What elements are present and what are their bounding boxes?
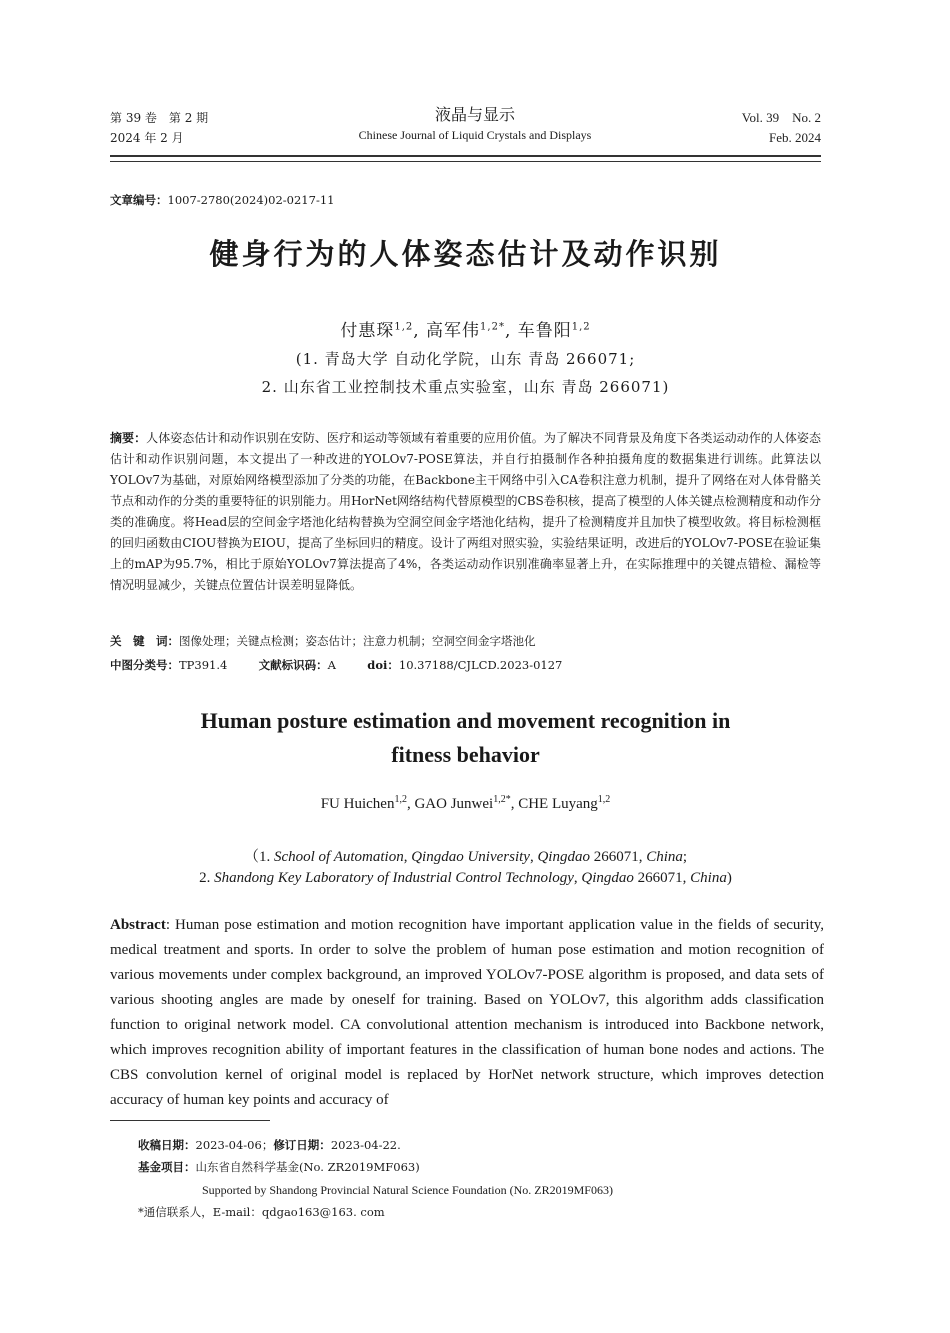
affiliation-en-2-prefix: 2. (199, 870, 215, 886)
author-3-en: CHE Luyang (518, 796, 598, 812)
abstract-en-label: Abstract (110, 917, 166, 933)
author-3-en-sup: 1,2 (597, 794, 611, 805)
author-2-cn: 高军伟 (426, 321, 481, 341)
author-1-en: FU Huichen (320, 796, 395, 812)
author-2-cn-sup: 1,2* (480, 321, 505, 333)
keywords-cn-value: 图像处理；关键点检测；姿态估计；注意力机制；空洞空间金字塔池化 (179, 634, 536, 648)
authors-en: FU Huichen$^{1,2}$, GAO Junwei$^{1,2*}$, CHE Luyang$^{1,2}$ (320, 794, 611, 812)
keywords-cn-label: 关 键 词： (110, 634, 179, 648)
date-cn: 2024 年 2 月 (110, 131, 184, 145)
doc-code-value: A (327, 658, 336, 672)
footnote-dates: 收稿日期：2023-04-06；修订日期：2023-04-22. (138, 1138, 401, 1152)
header-rule-thin (110, 161, 821, 162)
authors-cn: 付惠琛$^{1,2}$, 高军伟$^{1,2*}$, 车鲁阳$^{1,2}$ (340, 321, 591, 341)
author-2-en-sup: 1,2* (493, 794, 511, 805)
fund-value: 山东省自然科学基金(No. ZR2019MF063) (195, 1160, 420, 1174)
classification-line (110, 657, 821, 673)
affiliation-en-2-country: China (690, 870, 727, 886)
affiliation-en-1-country: China (646, 849, 683, 865)
article-number (110, 192, 334, 208)
abstract-en: Abstract: Human pose estimation and motion recognition have important application value in the fields of security, medical treatment and sports. In order to solve the problem of human pose estimation and motion recognition of various movements under complex background, an improved YOLOv7-POSE algorithm is proposed, and data sets of various shooting angles are made by oneself for training. Based on YOLOv7, this algorithm adds classification function to original network model. CA convolutional attention mechanism is introduced into Backbone network, which improves recognition ability of important features in the classification of human bone nodes and actions. The CBS convolution kernel of original model is replaced by HorNet network structure, which improves detection accuracy of human key points and accuracy of (110, 917, 825, 1108)
affiliation-en-1-zip: 266071 (593, 849, 639, 865)
received-value: 2023-04-06 (195, 1138, 262, 1152)
clc-label: 中图分类号： (110, 658, 179, 672)
footnote-corresponding: *通信联系人，E-mail：qdgao163@163. com (138, 1205, 385, 1219)
journal-name-cn: 液晶与显示 (434, 105, 515, 124)
affiliation-en-1-city: Qingdao (537, 849, 590, 865)
journal-name (300, 104, 650, 144)
title-cn: 健身行为的人体姿态估计及动作识别 (209, 237, 722, 271)
abstract-cn-text: 人体姿态估计和动作识别在安防、医疗和运动等领域有着重要的应用价值。为了解决不同背景及角度下各类运动动作的人体姿态估计和动作识别问题，本文提出了一种改进的YOLOv7-POSE算法，并自行拍摄制作各种拍摄角度的数据集进行训练。此算法以YOLOv7为基础，对原始网络模型添加了分类的功能，在Backbone主干网络中引入CA卷积注意力机制，提升了网络在对人体骨骼关节点和动作的分类的重要特征的识别能力。用HorNet网络结构代替原模型的CBS卷积核，提高了模型的人体关键点检测精度和动作分类的准确度。将Head层的空间金字塔池化结构替换为空洞空间金字塔池化结构，提升了检测精度并且加快了模型收敛。将目标检测框的回归函数由CIOU替换为EIOU，提高了坐标回归的精度。设计了两组对照实验，实验结果证明，改进后的YOLOv7-POSE在验证集上的mAP为95.7%，相比于原始YOLOv7算法提高了4%，各类运动动作识别准确率显著上升，在实际推理中的关键点错检、漏检等情况明显减少，关键点位置估计误差明显降低。 (110, 431, 821, 592)
vol-issue-en: Vol. 39 No. 2 (741, 110, 821, 125)
article-number-value: 1007-2780(2024)02-0217-11 (167, 193, 335, 207)
received-label: 收稿日期： (138, 1138, 196, 1152)
affiliation-en-1-prefix: （1. (243, 849, 274, 865)
title-en (110, 704, 821, 772)
doi-label: doi： (367, 658, 399, 672)
doi-value: 10.37188/CJLCD.2023-0127 (398, 658, 563, 672)
affiliation-en-2-lab: Shandong Key Laboratory of Industrial Control Technology (214, 870, 574, 886)
revised-label: 修订日期： (273, 1138, 331, 1152)
affiliation-en-2: 2. Shandong Key Laboratory of Industrial Control Technology, Qingdao 266071, China) (199, 870, 732, 886)
title-en-line-2: fitness behavior (391, 742, 540, 767)
abstract-en-text: Human pose estimation and motion recognition have important application value in the fields of security, medical treatment and sports. In order to solve the problem of human pose estimation and motion recognition of various movements under complex background, an improved YOLOv7-POSE algorithm is proposed, and data sets of various shooting angles are made by oneself for training. Based on YOLOv7, this algorithm adds classification function to original network model. CA convolutional attention mechanism is introduced into Backbone network, which improves recognition ability of important features in the classification of human bone nodes and actions. The CBS convolution kernel of original model is replaced by HorNet network structure, which improves detection accuracy of human key points and accuracy of (110, 917, 825, 1108)
revised-value: 2023-04-22. (330, 1138, 401, 1152)
fund-label: 基金项目： (138, 1160, 196, 1174)
author-2-en: GAO Junwei (414, 796, 494, 812)
vol-issue-cn: 第 39 卷 第 2 期 (110, 111, 209, 125)
affiliation-en-1-school: School of Automation (273, 849, 404, 865)
author-1-cn-sup: 1,2 (394, 321, 414, 333)
affiliation-cn-2: 2. 山东省工业控制技术重点实验室，山东 青岛 266071) (261, 378, 670, 396)
header-issue-en (620, 108, 821, 148)
footnote-fund (138, 1158, 420, 1176)
journal-name-en: Chinese Journal of Liquid Crystals and Displays (358, 128, 592, 142)
abstract-cn (110, 428, 821, 596)
author-3-cn-sup: 1,2 (571, 321, 591, 333)
affiliation-en-2-city: Qingdao (581, 870, 634, 886)
footnote-rule (110, 1120, 270, 1121)
affiliation-en-1: （1. School of Automation, Qingdao University, Qingdao 266071, China; (243, 849, 688, 865)
article-number-label: 文章编号： (110, 193, 168, 207)
clc-value: TP391.4 (179, 658, 228, 672)
keywords-cn (110, 633, 821, 649)
affiliation-en-1-univ: Qingdao University (411, 849, 530, 865)
title-en-line-1: Human posture estimation and movement recognition in (200, 708, 731, 733)
date-en: Feb. 2024 (769, 130, 821, 145)
author-3-cn: 车鲁阳 (517, 321, 572, 341)
footnote-fund-en: Supported by Shandong Provincial Natural Science Foundation (No. ZR2019MF063) (202, 1183, 613, 1197)
header-issue-cn (110, 108, 330, 148)
affiliation-en-2-zip: 266071 (637, 870, 683, 886)
affiliation-cn-1: (1. 青岛大学 自动化学院，山东 青岛 266071; (295, 350, 636, 368)
abstract-cn-label: 摘要： (110, 431, 147, 445)
header-rule-thick (110, 155, 821, 157)
doc-code-label: 文献标识码： (258, 658, 328, 672)
author-1-cn: 付惠琛 (340, 321, 395, 341)
author-1-en-sup: 1,2 (394, 794, 407, 805)
